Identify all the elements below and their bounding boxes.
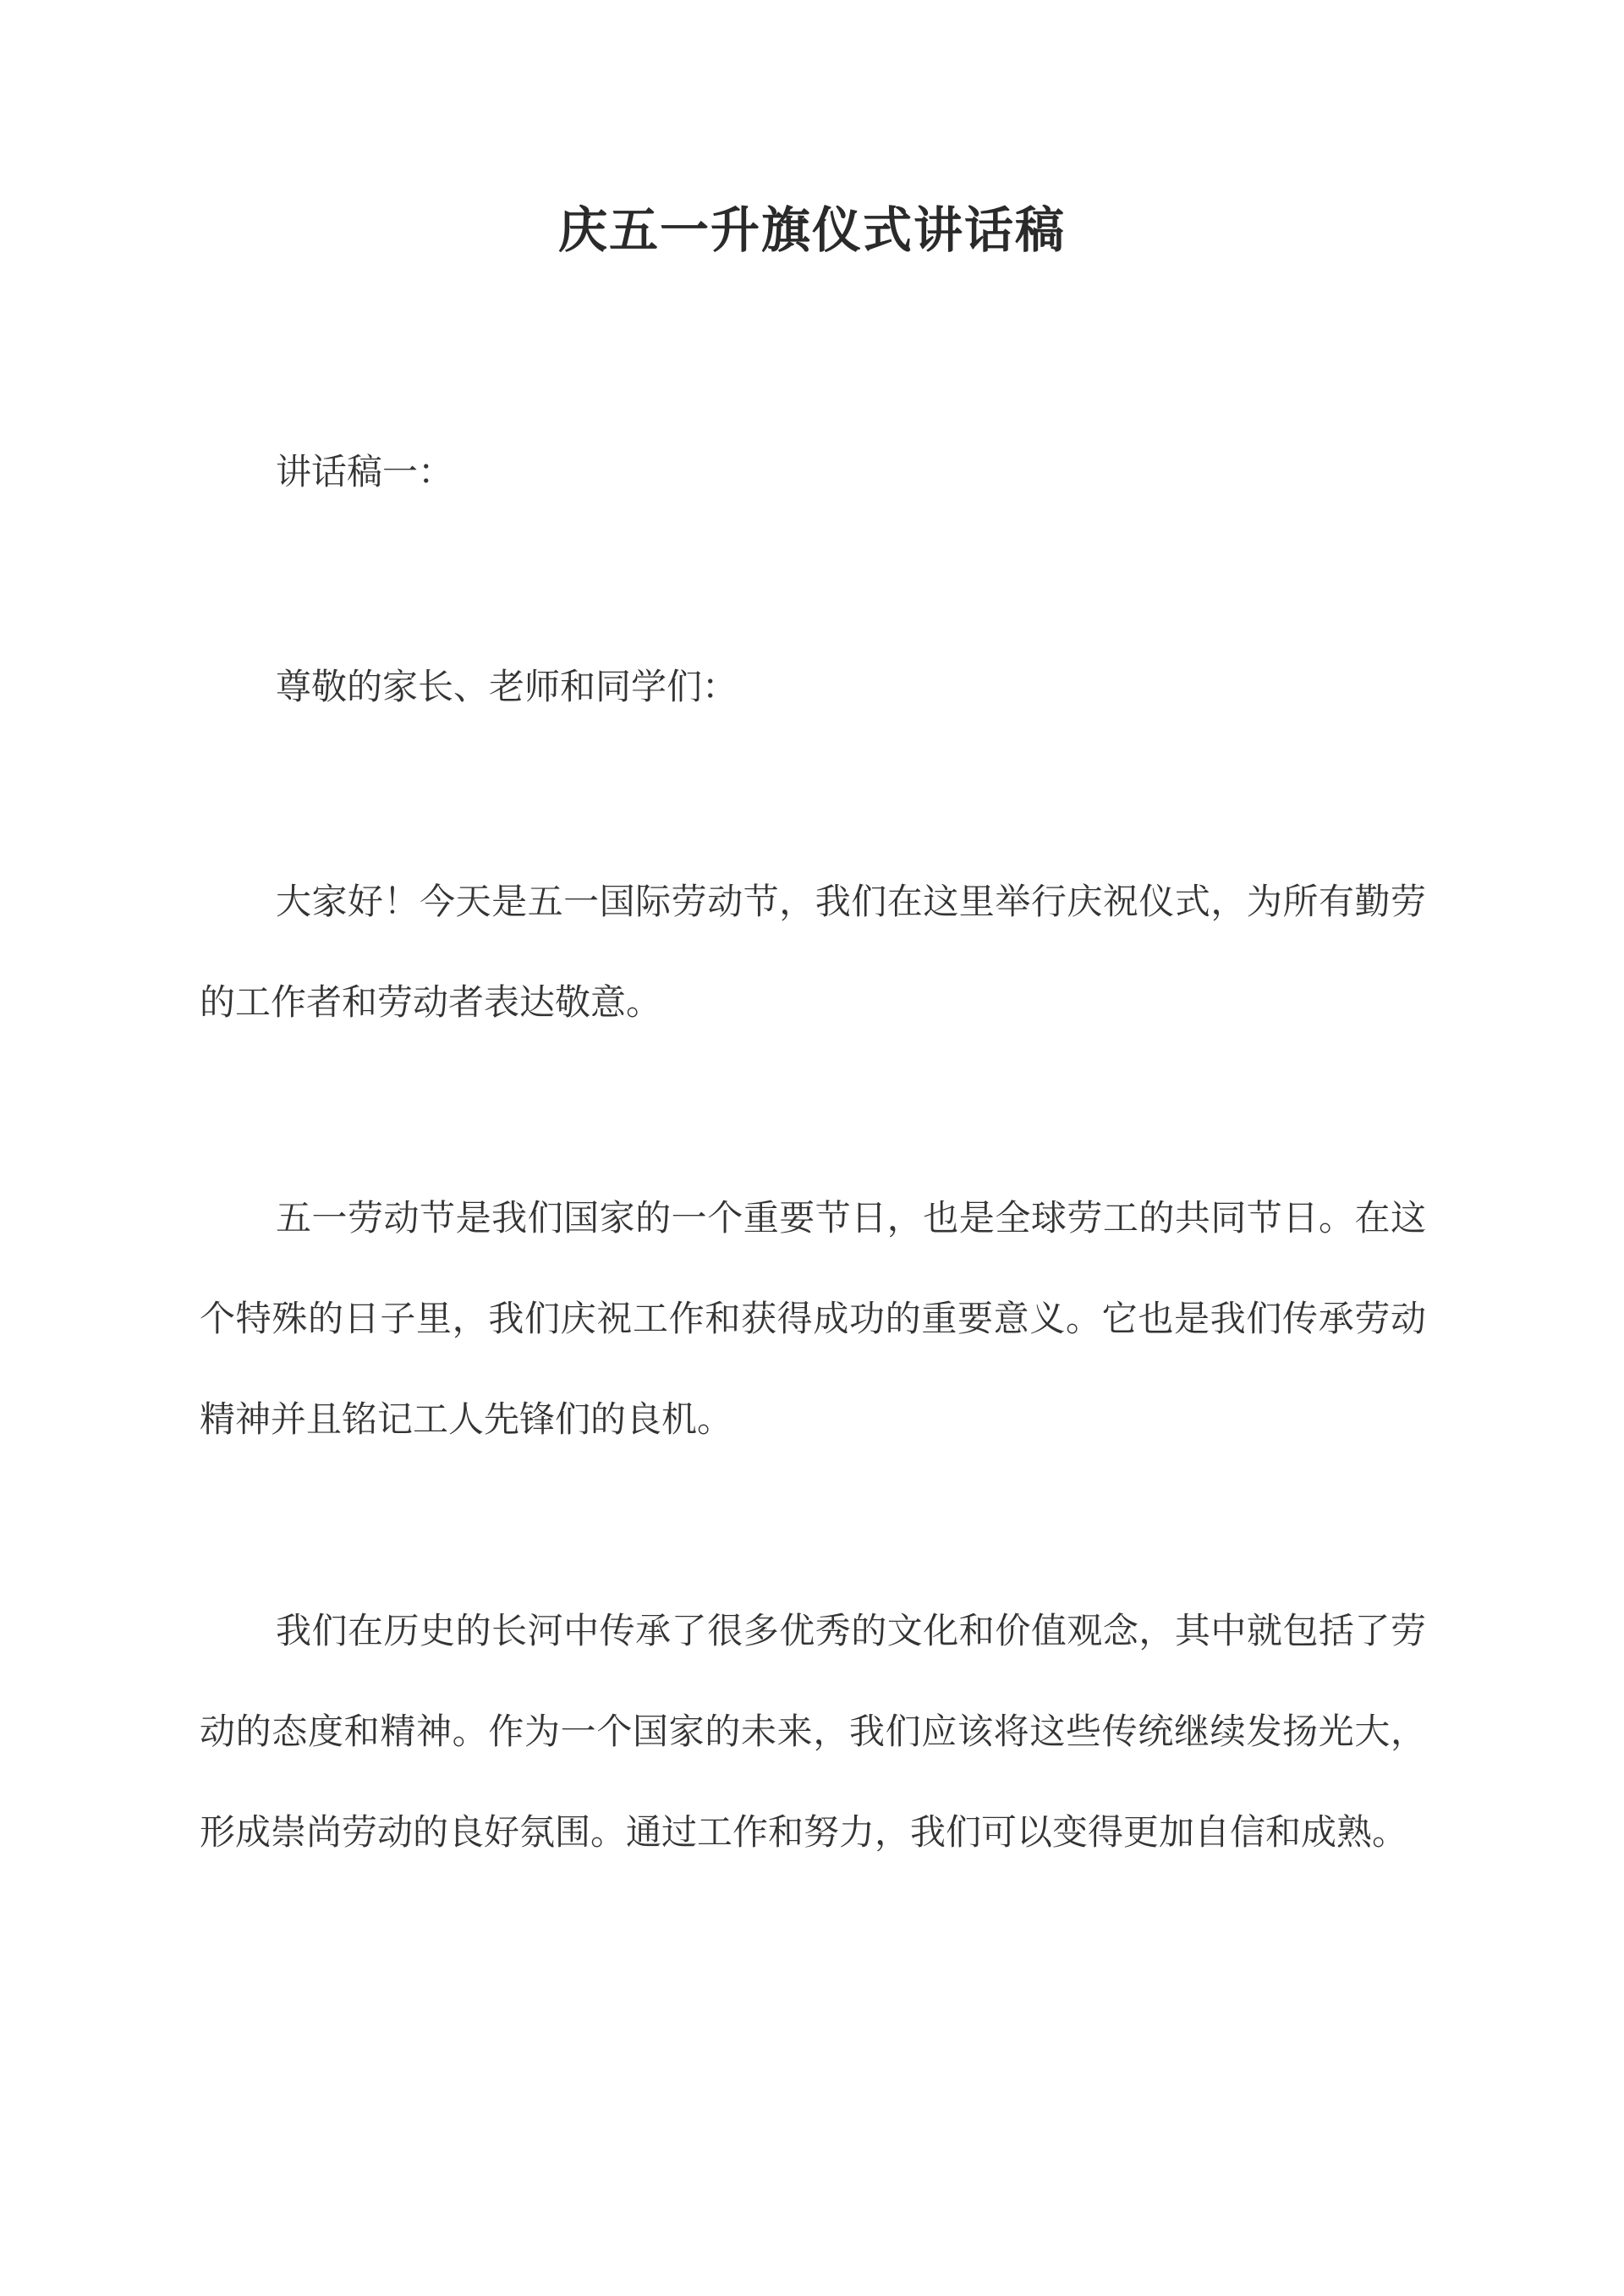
paragraph-1: 大家好！今天是五一国际劳动节，我们在这里举行庆祝仪式，为所有勤劳的工作者和劳动者表达敬意。 (200, 881, 1426, 1023)
paragraph-2: 五一劳动节是我们国家的一个重要节日，也是全球劳工的共同节日。在这个特殊的日子里，我们庆祝工作和获得成功的重要意义。它也是我们传承劳动精神并且铭记工人先锋们的良机。 (200, 1197, 1426, 1440)
greeting-line: 尊敬的家长、老师和同学们： (276, 666, 738, 707)
document-title: 庆五一升旗仪式讲话稿 (557, 201, 1066, 259)
section-heading: 讲话稿一： (276, 451, 454, 492)
paragraph-3: 我们在历史的长河中传承了很多优秀的文化和价值观念，其中就包括了劳动的态度和精神。作为一个国家的未来，我们应该将这些传统继续发扬光大，形成崇尚劳动的良好氛围。通过工作和努力，我们可以变得更加自信和成熟。 (200, 1610, 1426, 1853)
